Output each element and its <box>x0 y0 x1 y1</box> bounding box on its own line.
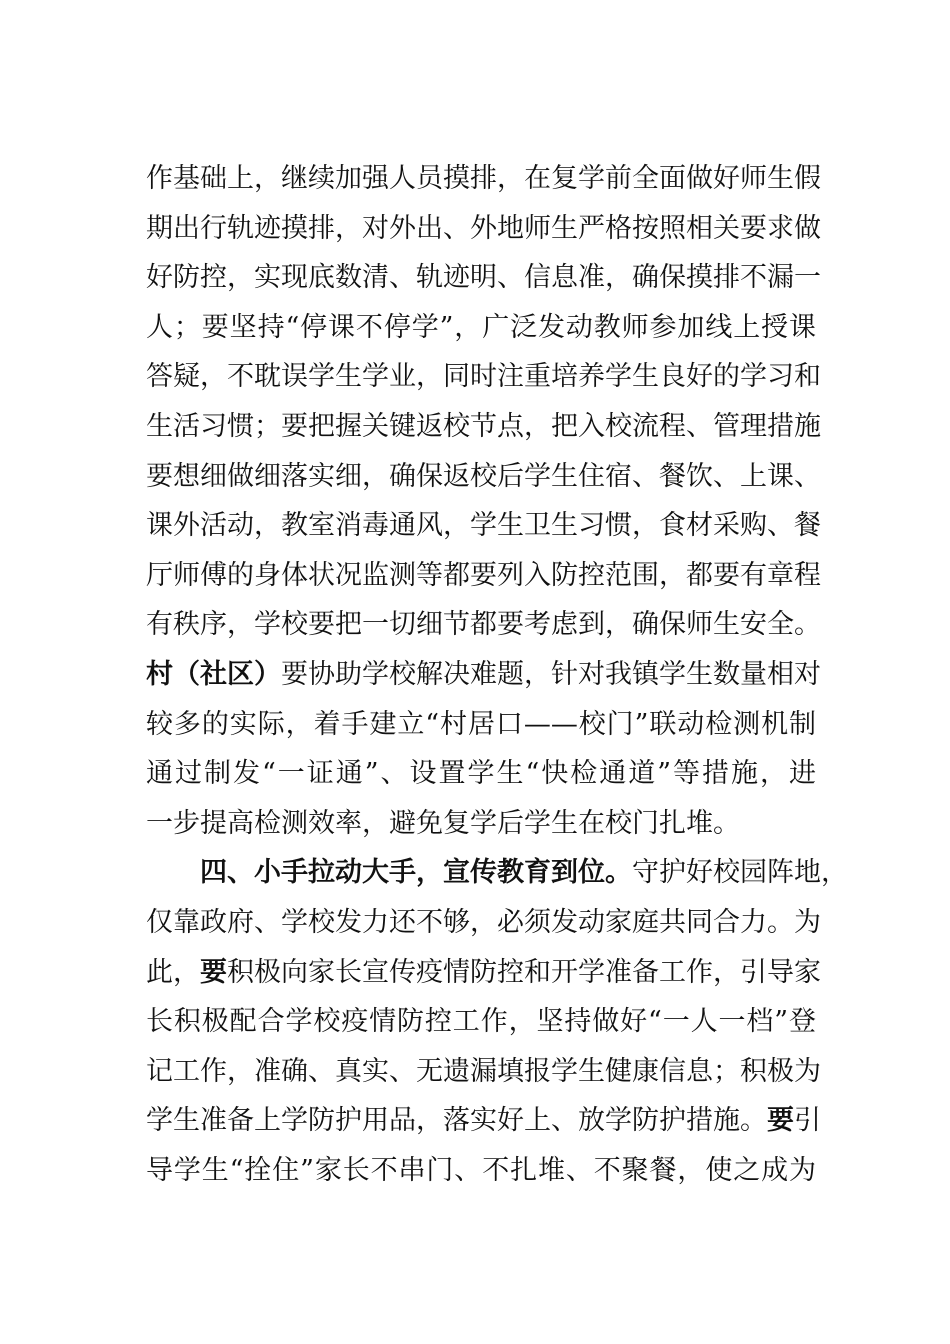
text-run: 人；要坚持“停课不停学”，广泛发动教师参加线上授课 <box>146 311 816 343</box>
text-run: 较多的实际，着手建立“村居口——校门”联动检测机制 <box>146 708 816 740</box>
text-run: 要想细做细落实细，确保返校后学生住宿、餐饮、上课、 <box>146 460 821 492</box>
text-run: 通过制发“一证通”、设置学生“快检通道”等措施，进 <box>146 758 816 790</box>
text-run: 长积极配合学校疫情防控工作，坚持做好“一人一档”登 <box>146 1006 816 1038</box>
text-run: 学生准备上学防护用品，落实好上、放学防护措施。 <box>146 1105 767 1137</box>
text-run: 答疑，不耽误学生学业，同时注重培养学生良好的学习和 <box>146 361 821 393</box>
text-line <box>146 402 821 452</box>
bold-run: 要 <box>200 956 227 988</box>
text-line <box>146 501 821 551</box>
bold-run: 村（社区） <box>146 658 281 690</box>
section-heading-line <box>146 848 848 898</box>
text-line <box>146 799 816 849</box>
text-line <box>146 452 821 502</box>
text-run: 好防控，实现底数清、轨迹明、信息准，确保摸排不漏一 <box>146 262 821 294</box>
text-run: 课外活动，教室消毒通风，学生卫生习惯，食材采购、餐 <box>146 510 821 542</box>
text-run: 积极向家长宣传疫情防控和开学准备工作，引导家 <box>227 956 821 988</box>
text-run: 作基础上，继续加强人员摸排，在复学前全面做好师生假 <box>146 163 821 194</box>
text-run: 有秩序，学校要把一切细节都要考虑到，确保师生安全。 <box>146 609 821 641</box>
text-line <box>146 1047 821 1097</box>
text-line <box>146 1096 821 1146</box>
text-line <box>146 749 816 799</box>
text-line <box>146 948 821 998</box>
text-run: 导学生“拴住”家长不串门、不扎堆、不聚餐，使之成为 <box>146 1154 816 1186</box>
section-heading: 四、小手拉动大手，宣传教育到位。 <box>200 857 632 889</box>
bold-run: 要 <box>767 1105 794 1137</box>
text-line <box>146 1146 816 1196</box>
text-line <box>146 253 821 303</box>
text-run: 守护好校园阵地， <box>632 857 848 889</box>
text-run: 此， <box>146 956 200 988</box>
document-body <box>146 154 848 1195</box>
text-run: 要协助学校解决难题，针对我镇学生数量相对 <box>281 658 821 690</box>
text-line <box>146 600 821 650</box>
text-line <box>146 204 821 254</box>
text-line <box>146 700 816 750</box>
text-line <box>146 154 821 204</box>
text-line <box>146 997 816 1047</box>
text-run: 一步提高检测效率，避免复学后学生在校门扎堆。 <box>146 807 740 839</box>
text-run: 期出行轨迹摸排，对外出、外地师生严格按照相关要求做 <box>146 212 821 244</box>
text-line <box>146 303 816 353</box>
text-run: 引 <box>794 1105 821 1137</box>
text-line <box>146 898 821 948</box>
text-run: 记工作，准确、真实、无遗漏填报学生健康信息；积极为 <box>146 1055 821 1087</box>
text-line <box>146 551 821 601</box>
text-run: 厅师傅的身体状况监测等都要列入防控范围，都要有章程 <box>146 559 821 591</box>
text-line <box>146 352 821 402</box>
text-run: 仅靠政府、学校发力还不够，必须发动家庭共同合力。为 <box>146 906 821 938</box>
text-run: 生活习惯；要把握关键返校节点，把入校流程、管理措施 <box>146 410 821 442</box>
text-line <box>146 650 821 700</box>
